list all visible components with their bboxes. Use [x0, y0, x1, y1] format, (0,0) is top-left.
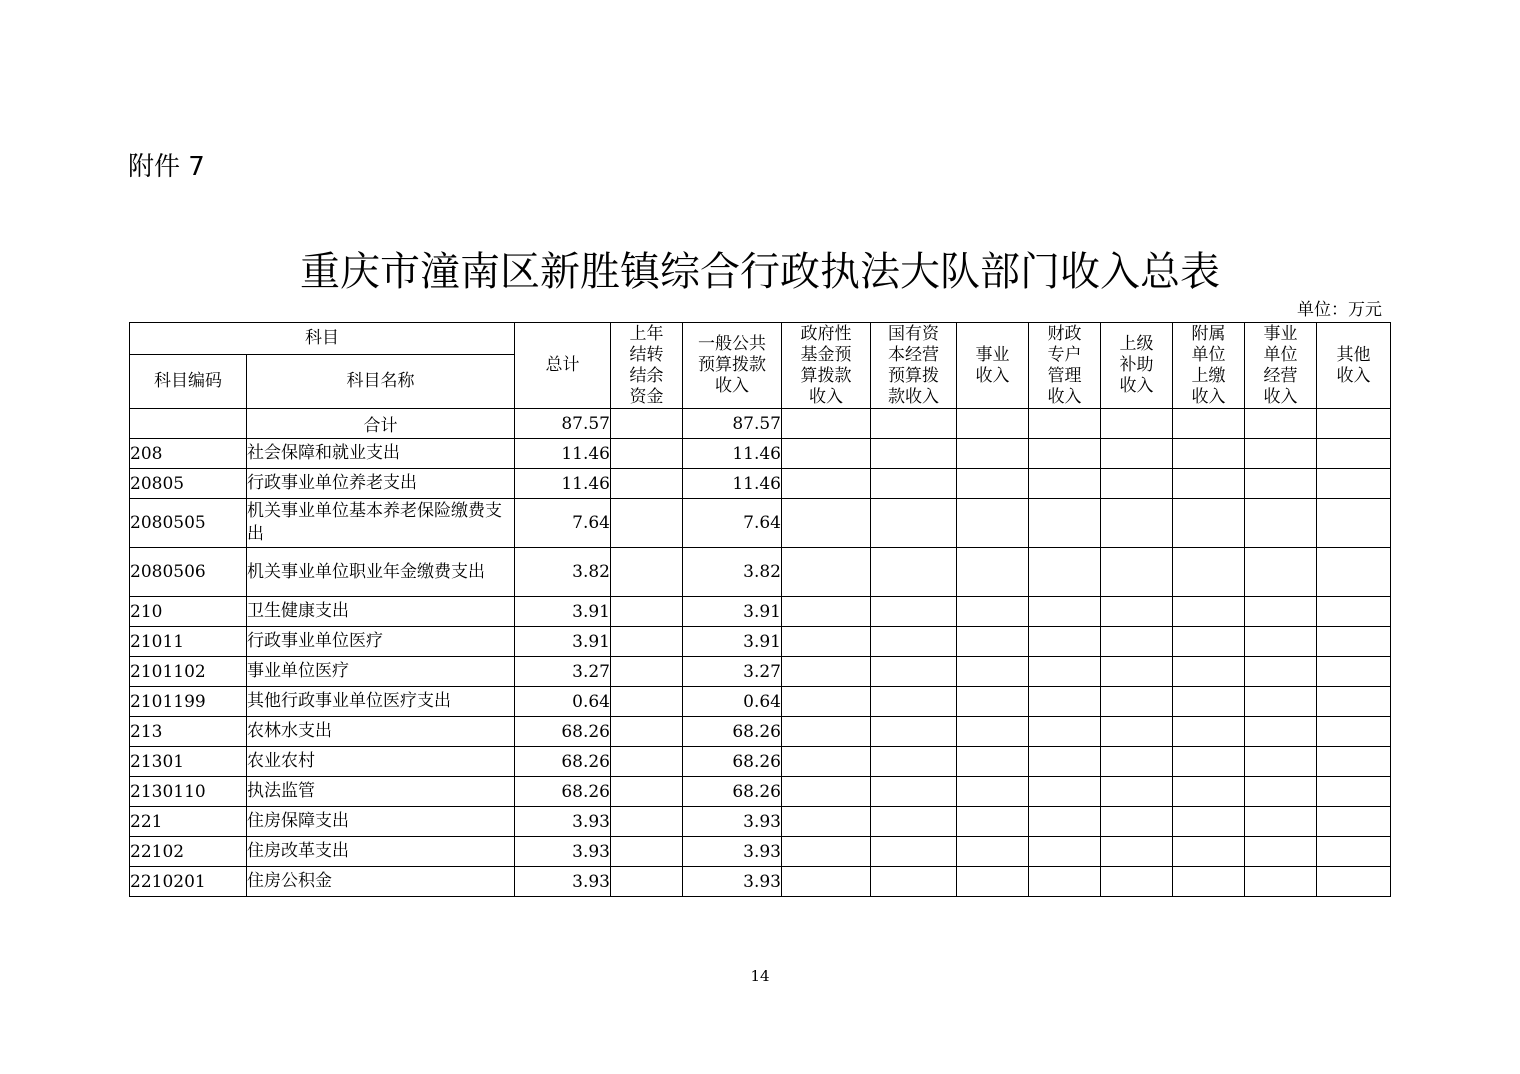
empty-cell — [1245, 867, 1317, 897]
empty-cell — [1173, 597, 1245, 627]
row-code: 2080506 — [130, 548, 247, 597]
empty-cell — [871, 409, 957, 439]
empty-cell — [611, 469, 683, 499]
row-total: 68.26 — [515, 747, 611, 777]
row-name: 事业单位医疗 — [247, 657, 515, 687]
header-gov-fund: 政府性 基金预 算拨款 收入 — [782, 323, 871, 409]
empty-cell — [1317, 469, 1391, 499]
empty-cell — [1245, 499, 1317, 548]
empty-cell — [957, 597, 1029, 627]
row-code: 2080505 — [130, 499, 247, 548]
row-name: 农林水支出 — [247, 717, 515, 747]
empty-cell — [1173, 837, 1245, 867]
row-name: 农业农村 — [247, 747, 515, 777]
row-code: 210 — [130, 597, 247, 627]
empty-cell — [1029, 717, 1101, 747]
empty-cell — [1317, 548, 1391, 597]
table-row — [130, 807, 1391, 837]
empty-cell — [611, 499, 683, 548]
empty-cell — [1173, 807, 1245, 837]
empty-cell — [1245, 717, 1317, 747]
empty-cell — [871, 627, 957, 657]
empty-cell — [957, 439, 1029, 469]
header-name: 科目名称 — [247, 355, 515, 409]
empty-cell — [1245, 807, 1317, 837]
empty-cell — [1029, 597, 1101, 627]
empty-cell — [1101, 657, 1173, 687]
empty-cell — [1317, 499, 1391, 548]
empty-cell — [1317, 597, 1391, 627]
empty-cell — [611, 837, 683, 867]
total-amount: 87.57 — [515, 409, 611, 439]
empty-cell — [782, 687, 871, 717]
table-row — [130, 657, 1391, 687]
empty-cell — [1101, 597, 1173, 627]
empty-cell — [1317, 657, 1391, 687]
empty-cell — [611, 627, 683, 657]
attachment-label: 附件 7 — [128, 152, 205, 182]
row-total: 3.27 — [515, 657, 611, 687]
table-row — [130, 597, 1391, 627]
empty-cell — [611, 657, 683, 687]
header-code: 科目编码 — [130, 355, 247, 409]
table-row — [130, 548, 1391, 597]
empty-cell — [782, 747, 871, 777]
header-total: 总计 — [515, 323, 611, 409]
empty-cell — [611, 439, 683, 469]
empty-cell — [1317, 747, 1391, 777]
header-operating: 事业 单位 经营 收入 — [1245, 323, 1317, 409]
header-subject: 科目 — [130, 323, 515, 355]
empty-cell — [1173, 409, 1245, 439]
empty-cell — [782, 627, 871, 657]
empty-cell — [871, 807, 957, 837]
empty-cell — [957, 867, 1029, 897]
row-code: 22102 — [130, 837, 247, 867]
table-row — [130, 469, 1391, 499]
table-row — [130, 837, 1391, 867]
empty-cell — [1173, 499, 1245, 548]
empty-cell — [1173, 627, 1245, 657]
row-code: 21011 — [130, 627, 247, 657]
row-general-budget: 11.46 — [683, 439, 782, 469]
empty-cell — [1029, 807, 1101, 837]
empty-cell — [1101, 867, 1173, 897]
empty-cell — [1029, 469, 1101, 499]
empty-cell — [1245, 627, 1317, 657]
empty-cell — [782, 867, 871, 897]
row-code: 221 — [130, 807, 247, 837]
total-label: 合计 — [247, 409, 515, 439]
total-row — [130, 409, 1391, 439]
row-name: 行政事业单位医疗 — [247, 627, 515, 657]
empty-cell — [1029, 409, 1101, 439]
empty-cell — [1317, 777, 1391, 807]
empty-cell — [957, 627, 1029, 657]
row-total: 3.93 — [515, 807, 611, 837]
row-code: 20805 — [130, 469, 247, 499]
header-superior-subsidy: 上级 补助 收入 — [1101, 323, 1173, 409]
header-special-account: 财政 专户 管理 收入 — [1029, 323, 1101, 409]
empty-cell — [1029, 747, 1101, 777]
row-total: 3.82 — [515, 548, 611, 597]
header-general-budget: 一般公共 预算拨款 收入 — [683, 323, 782, 409]
empty-cell — [782, 469, 871, 499]
table-row — [130, 717, 1391, 747]
empty-cell — [611, 867, 683, 897]
row-code: 213 — [130, 717, 247, 747]
empty-cell — [871, 837, 957, 867]
empty-cell — [1245, 548, 1317, 597]
empty-cell — [871, 867, 957, 897]
empty-cell — [1029, 439, 1101, 469]
empty-cell — [871, 499, 957, 548]
table-row — [130, 747, 1391, 777]
row-total: 11.46 — [515, 469, 611, 499]
empty-cell — [957, 469, 1029, 499]
empty-cell — [1029, 627, 1101, 657]
row-name: 住房保障支出 — [247, 807, 515, 837]
empty-cell — [871, 717, 957, 747]
empty-cell — [871, 597, 957, 627]
empty-cell — [1101, 499, 1173, 548]
empty-cell — [1101, 548, 1173, 597]
empty-cell — [1101, 469, 1173, 499]
empty-cell — [1029, 777, 1101, 807]
empty-cell — [1173, 867, 1245, 897]
empty-cell — [782, 499, 871, 548]
empty-cell — [957, 687, 1029, 717]
empty-cell — [1101, 747, 1173, 777]
row-name: 其他行政事业单位医疗支出 — [247, 687, 515, 717]
row-general-budget: 68.26 — [683, 777, 782, 807]
empty-cell — [1029, 499, 1101, 548]
row-total: 3.91 — [515, 597, 611, 627]
empty-cell — [1101, 777, 1173, 807]
empty-cell — [1317, 717, 1391, 747]
row-name: 机关事业单位职业年金缴费支出 — [247, 548, 515, 597]
row-general-budget: 3.91 — [683, 627, 782, 657]
header-row-1 — [130, 323, 1391, 355]
row-general-budget: 68.26 — [683, 747, 782, 777]
empty-cell — [1029, 657, 1101, 687]
income-summary-table — [129, 322, 1391, 897]
row-code: 208 — [130, 439, 247, 469]
row-code: 21301 — [130, 747, 247, 777]
empty-cell — [1317, 837, 1391, 867]
empty-cell — [1101, 627, 1173, 657]
table-row — [130, 499, 1391, 548]
empty-cell — [1245, 837, 1317, 867]
row-general-budget: 3.27 — [683, 657, 782, 687]
table-row — [130, 627, 1391, 657]
empty-cell — [782, 717, 871, 747]
empty-cell — [1317, 439, 1391, 469]
empty-cell — [957, 747, 1029, 777]
empty-cell — [1245, 687, 1317, 717]
empty-cell — [871, 657, 957, 687]
empty-cell — [611, 687, 683, 717]
header-other: 其他 收入 — [1317, 323, 1391, 409]
empty-cell — [1029, 687, 1101, 717]
table-row — [130, 439, 1391, 469]
table-row — [130, 687, 1391, 717]
empty-cell — [957, 409, 1029, 439]
unit-label: 单位：万元 — [1297, 300, 1382, 320]
empty-cell — [1101, 687, 1173, 717]
empty-cell — [611, 409, 683, 439]
empty-cell — [1245, 439, 1317, 469]
row-general-budget: 3.82 — [683, 548, 782, 597]
empty-cell — [1245, 409, 1317, 439]
empty-cell — [1029, 548, 1101, 597]
row-general-budget: 3.93 — [683, 807, 782, 837]
empty-cell — [957, 548, 1029, 597]
row-general-budget: 11.46 — [683, 469, 782, 499]
empty-cell — [871, 777, 957, 807]
empty-cell — [1029, 837, 1101, 867]
row-code: 2210201 — [130, 867, 247, 897]
row-total: 3.93 — [515, 867, 611, 897]
row-code: 2101199 — [130, 687, 247, 717]
table-row — [130, 777, 1391, 807]
empty-cell — [871, 687, 957, 717]
empty-cell — [1245, 469, 1317, 499]
row-code: 2101102 — [130, 657, 247, 687]
row-code: 2130110 — [130, 777, 247, 807]
empty-cell — [957, 717, 1029, 747]
empty-cell — [1245, 777, 1317, 807]
empty-cell — [871, 469, 957, 499]
empty-cell — [871, 548, 957, 597]
row-total: 68.26 — [515, 717, 611, 747]
empty-cell — [782, 597, 871, 627]
empty-cell — [1317, 687, 1391, 717]
row-general-budget: 0.64 — [683, 687, 782, 717]
row-total: 3.91 — [515, 627, 611, 657]
table-row — [130, 867, 1391, 897]
empty-cell — [782, 409, 871, 439]
empty-cell — [1317, 807, 1391, 837]
row-name: 住房公积金 — [247, 867, 515, 897]
empty-cell — [871, 439, 957, 469]
page-title: 重庆市潼南区新胜镇综合行政执法大队部门收入总表 — [300, 249, 1220, 295]
row-general-budget: 3.93 — [683, 837, 782, 867]
empty-cell — [1029, 867, 1101, 897]
empty-cell — [782, 548, 871, 597]
row-general-budget: 68.26 — [683, 717, 782, 747]
total-general-budget: 87.57 — [683, 409, 782, 439]
empty-cell — [611, 807, 683, 837]
empty-cell — [782, 837, 871, 867]
row-name: 行政事业单位养老支出 — [247, 469, 515, 499]
empty-cell — [957, 837, 1029, 867]
empty-cell — [1173, 777, 1245, 807]
empty-cell — [1173, 657, 1245, 687]
row-total: 7.64 — [515, 499, 611, 548]
empty-cell — [1317, 409, 1391, 439]
row-name: 执法监管 — [247, 777, 515, 807]
empty-cell — [1317, 867, 1391, 897]
empty-cell — [1173, 717, 1245, 747]
empty-cell — [957, 777, 1029, 807]
row-name: 社会保障和就业支出 — [247, 439, 515, 469]
empty-cell — [782, 777, 871, 807]
empty-cell — [782, 439, 871, 469]
header-carryover: 上年 结转 结余 资金 — [611, 323, 683, 409]
empty-cell — [957, 499, 1029, 548]
header-business-income: 事业 收入 — [957, 323, 1029, 409]
empty-cell — [611, 597, 683, 627]
empty-cell — [611, 777, 683, 807]
row-name: 卫生健康支出 — [247, 597, 515, 627]
empty-cell — [782, 657, 871, 687]
empty-cell — [957, 807, 1029, 837]
total-code-cell — [130, 409, 247, 439]
row-total: 3.93 — [515, 837, 611, 867]
row-general-budget: 3.93 — [683, 867, 782, 897]
header-affiliated: 附属 单位 上缴 收入 — [1173, 323, 1245, 409]
empty-cell — [1101, 717, 1173, 747]
empty-cell — [782, 807, 871, 837]
empty-cell — [1173, 548, 1245, 597]
row-total: 0.64 — [515, 687, 611, 717]
row-name: 机关事业单位基本养老保险缴费支出 — [247, 499, 515, 548]
empty-cell — [1173, 687, 1245, 717]
empty-cell — [1173, 747, 1245, 777]
empty-cell — [1101, 837, 1173, 867]
empty-cell — [1245, 747, 1317, 777]
empty-cell — [611, 747, 683, 777]
row-total: 68.26 — [515, 777, 611, 807]
row-general-budget: 7.64 — [683, 499, 782, 548]
page-number: 14 — [750, 967, 770, 985]
empty-cell — [611, 717, 683, 747]
empty-cell — [957, 657, 1029, 687]
empty-cell — [1101, 439, 1173, 469]
empty-cell — [611, 548, 683, 597]
row-name: 住房改革支出 — [247, 837, 515, 867]
empty-cell — [1317, 627, 1391, 657]
row-general-budget: 3.91 — [683, 597, 782, 627]
empty-cell — [1245, 657, 1317, 687]
empty-cell — [1245, 597, 1317, 627]
empty-cell — [1101, 409, 1173, 439]
empty-cell — [871, 747, 957, 777]
empty-cell — [1101, 807, 1173, 837]
empty-cell — [1173, 439, 1245, 469]
header-state-capital: 国有资 本经营 预算拨 款收入 — [871, 323, 957, 409]
row-total: 11.46 — [515, 439, 611, 469]
empty-cell — [1173, 469, 1245, 499]
